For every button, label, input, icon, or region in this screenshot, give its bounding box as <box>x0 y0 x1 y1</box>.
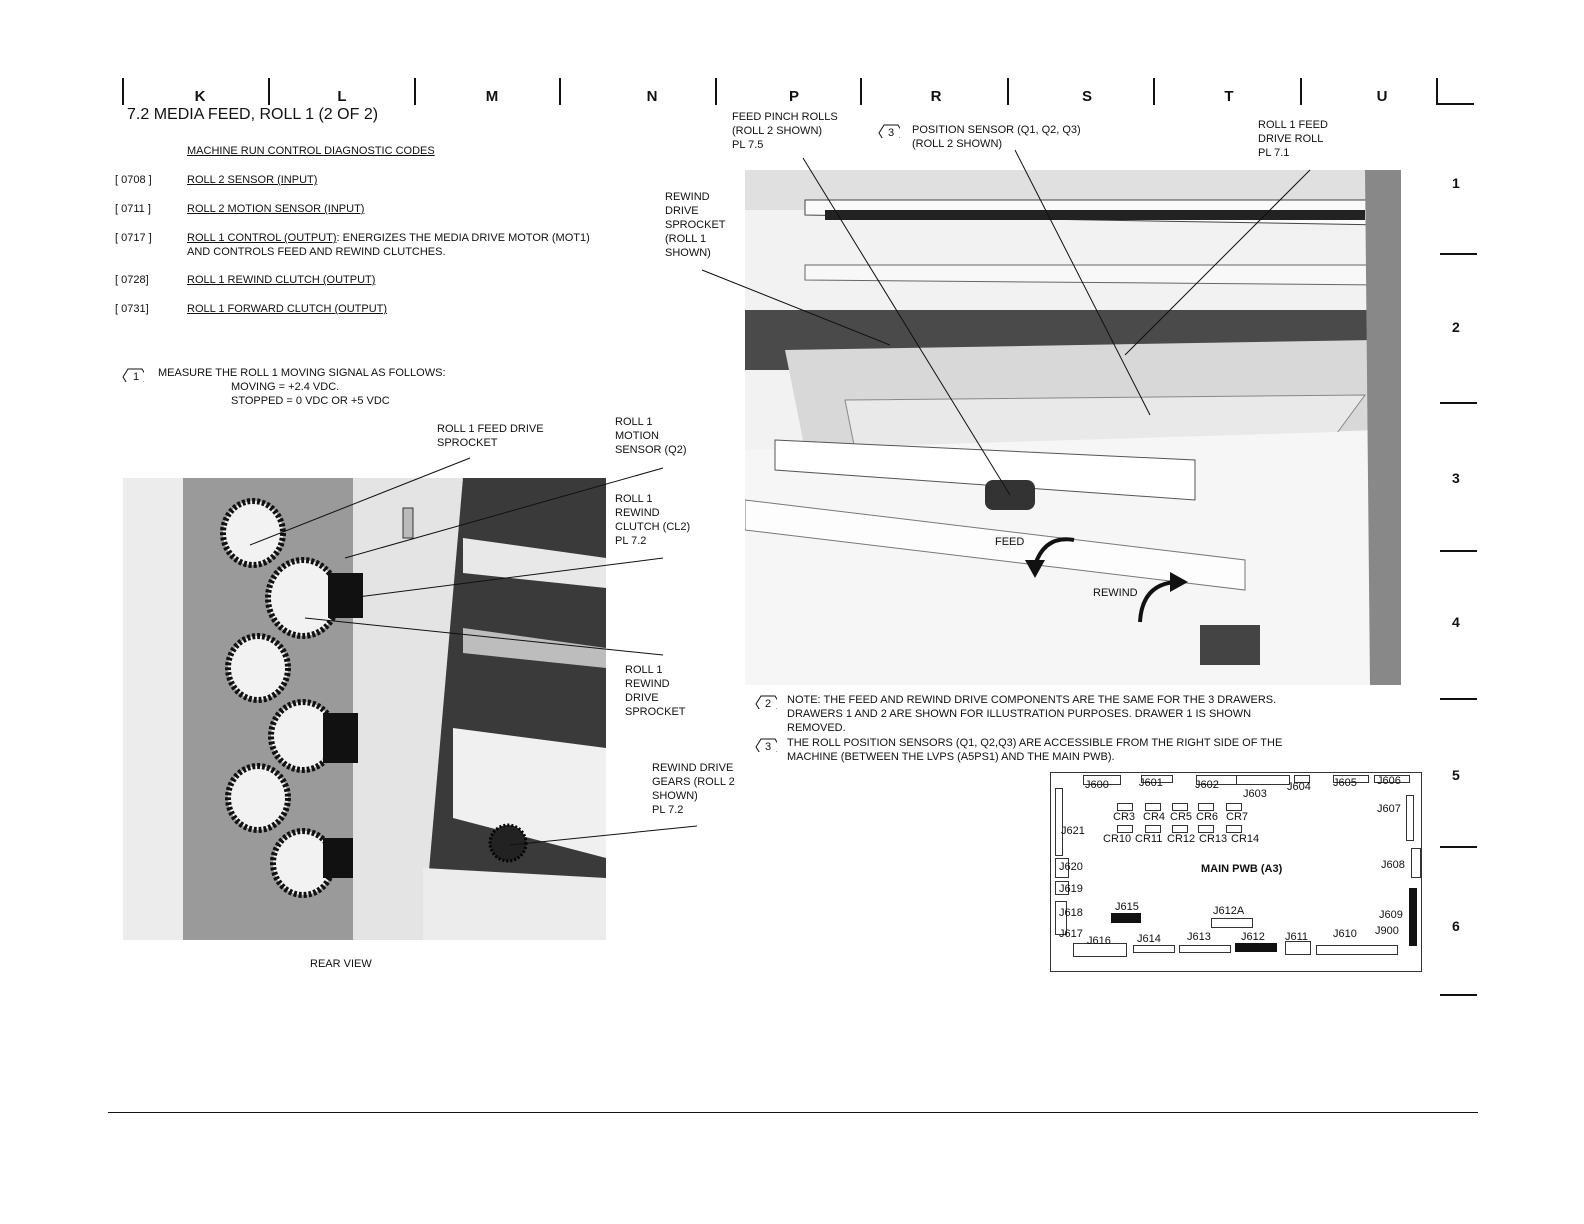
grid-divider <box>122 78 124 105</box>
connector-label: J601 <box>1139 777 1163 789</box>
note-text: THE ROLL POSITION SENSORS (Q1, Q2,Q3) ARE ACCESSIBLE FROM THE RIGHT SIDE OF THE <box>787 737 1283 749</box>
diode-label: CR11 <box>1135 833 1163 845</box>
connector-label: J607 <box>1377 803 1401 815</box>
row-label: 6 <box>1452 918 1460 934</box>
grid-divider <box>860 78 862 105</box>
grid-divider <box>1300 78 1302 105</box>
diode-label: CR5 <box>1170 811 1193 823</box>
grid-divider <box>559 78 561 105</box>
connector-body <box>1316 945 1398 955</box>
label-feed-pinch-rolls: (ROLL 2 SHOWN) <box>732 125 823 137</box>
column-label: T <box>1224 88 1234 105</box>
connector-body <box>1211 918 1253 928</box>
connector-label: J605 <box>1333 777 1357 789</box>
diode-body <box>1198 825 1214 833</box>
rear-view-caption: REAR VIEW <box>310 958 372 970</box>
label-rewind-clutch: PL 7.2 <box>615 535 647 547</box>
label-motion-sensor: SENSOR (Q2) <box>615 444 687 456</box>
label-rewind-direction: REWIND <box>1093 587 1138 599</box>
diode-label: CR14 <box>1231 833 1260 845</box>
drawer-photo <box>745 170 1401 685</box>
note-number: 3 <box>887 127 895 139</box>
row-label: 5 <box>1452 767 1460 783</box>
label-rewind-drive-gears: REWIND DRIVE <box>652 762 734 774</box>
diode-label: CR7 <box>1226 811 1249 823</box>
note-text: NOTE: THE FEED AND REWIND DRIVE COMPONENTS ARE THE SAME FOR THE 3 DRAWERS. <box>787 694 1277 706</box>
label-rewind-drive-sprocket: SPROCKET <box>625 706 686 718</box>
page-title: 7.2 MEDIA FEED, ROLL 1 (2 OF 2) <box>127 106 379 123</box>
note-number: 1 <box>132 371 140 383</box>
diode-label: CR12 <box>1167 833 1196 845</box>
label-rewind-sprocket: REWIND <box>665 191 710 203</box>
column-label: U <box>1376 88 1388 105</box>
connector-label: J613 <box>1187 931 1211 943</box>
row-label: 2 <box>1452 319 1460 335</box>
note-text: REMOVED. <box>787 722 846 734</box>
connector-body <box>1406 795 1414 841</box>
label-feed-pinch-rolls: FEED PINCH ROLLS <box>732 111 838 123</box>
diode-body <box>1145 803 1161 811</box>
connector-body <box>1133 945 1175 953</box>
connector-label: J620 <box>1059 861 1083 873</box>
code-text: ROLL 1 REWIND CLUTCH (OUTPUT) <box>187 274 376 286</box>
grid-corner <box>1436 103 1474 105</box>
connector-label: J616 <box>1087 935 1111 947</box>
connector-body <box>1111 913 1141 923</box>
note-text: STOPPED = 0 VDC OR +5 VDC <box>231 395 390 407</box>
connector-label: J612A <box>1213 905 1245 917</box>
column-label: N <box>646 88 658 105</box>
label-rewind-drive-sprocket: ROLL 1 <box>625 664 663 676</box>
label-feed-drive-roll: ROLL 1 FEED <box>1258 119 1328 131</box>
label-rewind-drive-sprocket: DRIVE <box>625 692 659 704</box>
footer-rule <box>108 1112 1478 1113</box>
code-number: [ 0708 ] <box>115 174 152 186</box>
connector-body <box>1409 888 1417 946</box>
drawer-illustration <box>745 170 1401 685</box>
note-text: DRAWERS 1 AND 2 ARE SHOWN FOR ILLUSTRATION PURPOSES. DRAWER 1 IS SHOWN <box>787 708 1252 720</box>
code-number: [ 0711 ] <box>115 203 151 215</box>
label-feed-drive-sprocket: SPROCKET <box>437 437 498 449</box>
diode-label: CR10 <box>1103 833 1132 845</box>
diode-label: CR6 <box>1196 811 1219 823</box>
column-label: K <box>194 88 206 105</box>
label-rewind-sprocket: SHOWN) <box>665 247 711 259</box>
diode-label: CR4 <box>1143 811 1166 823</box>
column-label: R <box>930 88 942 105</box>
grid-divider <box>1153 78 1155 105</box>
connector-body <box>1179 945 1231 953</box>
label-rewind-drive-sprocket: REWIND <box>625 678 670 690</box>
connector-label: J603 <box>1243 788 1267 800</box>
connector-label: J621 <box>1061 825 1085 837</box>
connector-body <box>1235 943 1277 952</box>
row-label: 3 <box>1452 470 1460 486</box>
rear-view-photo <box>123 478 606 940</box>
pwb-title: MAIN PWB (A3) <box>1201 863 1283 875</box>
label-rewind-drive-gears: PL 7.2 <box>652 804 684 816</box>
row-divider <box>1440 253 1477 255</box>
label-rewind-drive-gears: SHOWN) <box>652 790 698 802</box>
label-position-sensor: (ROLL 2 SHOWN) <box>912 138 1003 150</box>
label-rewind-clutch: REWIND <box>615 507 660 519</box>
note-number: 2 <box>764 698 772 710</box>
label-motion-sensor: MOTION <box>615 430 659 442</box>
connector-label: J608 <box>1381 859 1405 871</box>
main-pwb-diagram <box>1050 772 1422 972</box>
diode-label: CR3 <box>1113 811 1136 823</box>
connector-label: J604 <box>1287 781 1311 793</box>
label-feed-drive-roll: PL 7.1 <box>1258 147 1290 159</box>
row-divider <box>1440 994 1477 996</box>
grid-divider <box>1436 78 1438 105</box>
diode-label: CR13 <box>1199 833 1228 845</box>
connector-label: J602 <box>1195 779 1219 791</box>
connector-label: J611 <box>1285 931 1309 943</box>
rear-view-illustration <box>123 478 606 940</box>
code-entry <box>187 231 590 245</box>
diode-body <box>1117 803 1133 811</box>
connector-body <box>1236 775 1290 785</box>
connector-label: J612 <box>1241 931 1265 943</box>
code-number: [ 0731] <box>115 303 149 315</box>
row-label: 1 <box>1452 175 1460 191</box>
row-label: 4 <box>1452 614 1460 630</box>
code-text: ROLL 2 SENSOR (INPUT) <box>187 174 318 186</box>
connector-label: J618 <box>1059 907 1083 919</box>
grid-divider <box>1007 78 1009 105</box>
label-position-sensor: POSITION SENSOR (Q1, Q2, Q3) <box>912 124 1081 136</box>
note-text: MACHINE (BETWEEN THE LVPS (A5PS1) AND THE MAIN PWB). <box>787 751 1115 763</box>
connector-body <box>1285 941 1311 955</box>
code-description: : ENERGIZES THE MEDIA DRIVE MOTOR (MOT1) <box>336 232 590 244</box>
diode-body <box>1172 825 1188 833</box>
diode-body <box>1145 825 1161 833</box>
diode-body <box>1198 803 1214 811</box>
row-divider <box>1440 550 1477 552</box>
column-label: L <box>337 88 347 105</box>
label-feed-drive-sprocket: ROLL 1 FEED DRIVE <box>437 423 544 435</box>
connector-label: J619 <box>1059 883 1083 895</box>
code-text: ROLL 2 MOTION SENSOR (INPUT) <box>187 203 365 215</box>
connector-body <box>1411 848 1421 878</box>
code-number: [ 0717 ] <box>115 232 152 244</box>
label-motion-sensor: ROLL 1 <box>615 416 653 428</box>
code-description: AND CONTROLS FEED AND REWIND CLUTCHES. <box>187 246 446 258</box>
code-text: ROLL 1 FORWARD CLUTCH (OUTPUT) <box>187 303 388 315</box>
grid-divider <box>715 78 717 105</box>
label-rewind-drive-gears: GEARS (ROLL 2 <box>652 776 735 788</box>
column-label: P <box>788 88 799 105</box>
grid-divider <box>414 78 416 105</box>
label-feed-direction: FEED <box>995 536 1025 548</box>
connector-body <box>1055 788 1063 856</box>
note-text: MEASURE THE ROLL 1 MOVING SIGNAL AS FOLLOWS: <box>158 367 446 379</box>
label-rewind-sprocket: SPROCKET <box>665 219 726 231</box>
diode-body <box>1172 803 1188 811</box>
code-text: ROLL 1 CONTROL (OUTPUT) <box>187 232 337 244</box>
label-feed-pinch-rolls: PL 7.5 <box>732 139 764 151</box>
connector-label: J615 <box>1115 901 1139 913</box>
diode-body <box>1226 803 1242 811</box>
grid-divider <box>268 78 270 105</box>
label-rewind-clutch: ROLL 1 <box>615 493 653 505</box>
label-feed-drive-roll: DRIVE ROLL <box>1258 133 1324 145</box>
connector-label: J610 <box>1333 928 1357 940</box>
row-divider <box>1440 402 1477 404</box>
codes-heading: MACHINE RUN CONTROL DIAGNOSTIC CODES <box>187 145 435 157</box>
row-divider <box>1440 698 1477 700</box>
connector-label: J617 <box>1059 928 1083 940</box>
column-label: S <box>1081 88 1092 105</box>
note-number: 3 <box>764 741 772 753</box>
connector-label: J606 <box>1377 775 1401 787</box>
label-rewind-clutch: CLUTCH (CL2) <box>615 521 691 533</box>
label-rewind-sprocket: DRIVE <box>665 205 699 217</box>
diode-body <box>1226 825 1242 833</box>
column-label: M <box>485 88 499 105</box>
code-number: [ 0728] <box>115 274 149 286</box>
connector-label: J900 <box>1375 925 1399 937</box>
row-divider <box>1440 846 1477 848</box>
connector-label: J609 <box>1379 909 1403 921</box>
connector-label: J614 <box>1137 933 1161 945</box>
note-text: MOVING = +2.4 VDC. <box>231 381 340 393</box>
connector-label: J600 <box>1085 779 1109 791</box>
diode-body <box>1117 825 1133 833</box>
label-rewind-sprocket: (ROLL 1 <box>665 233 707 245</box>
